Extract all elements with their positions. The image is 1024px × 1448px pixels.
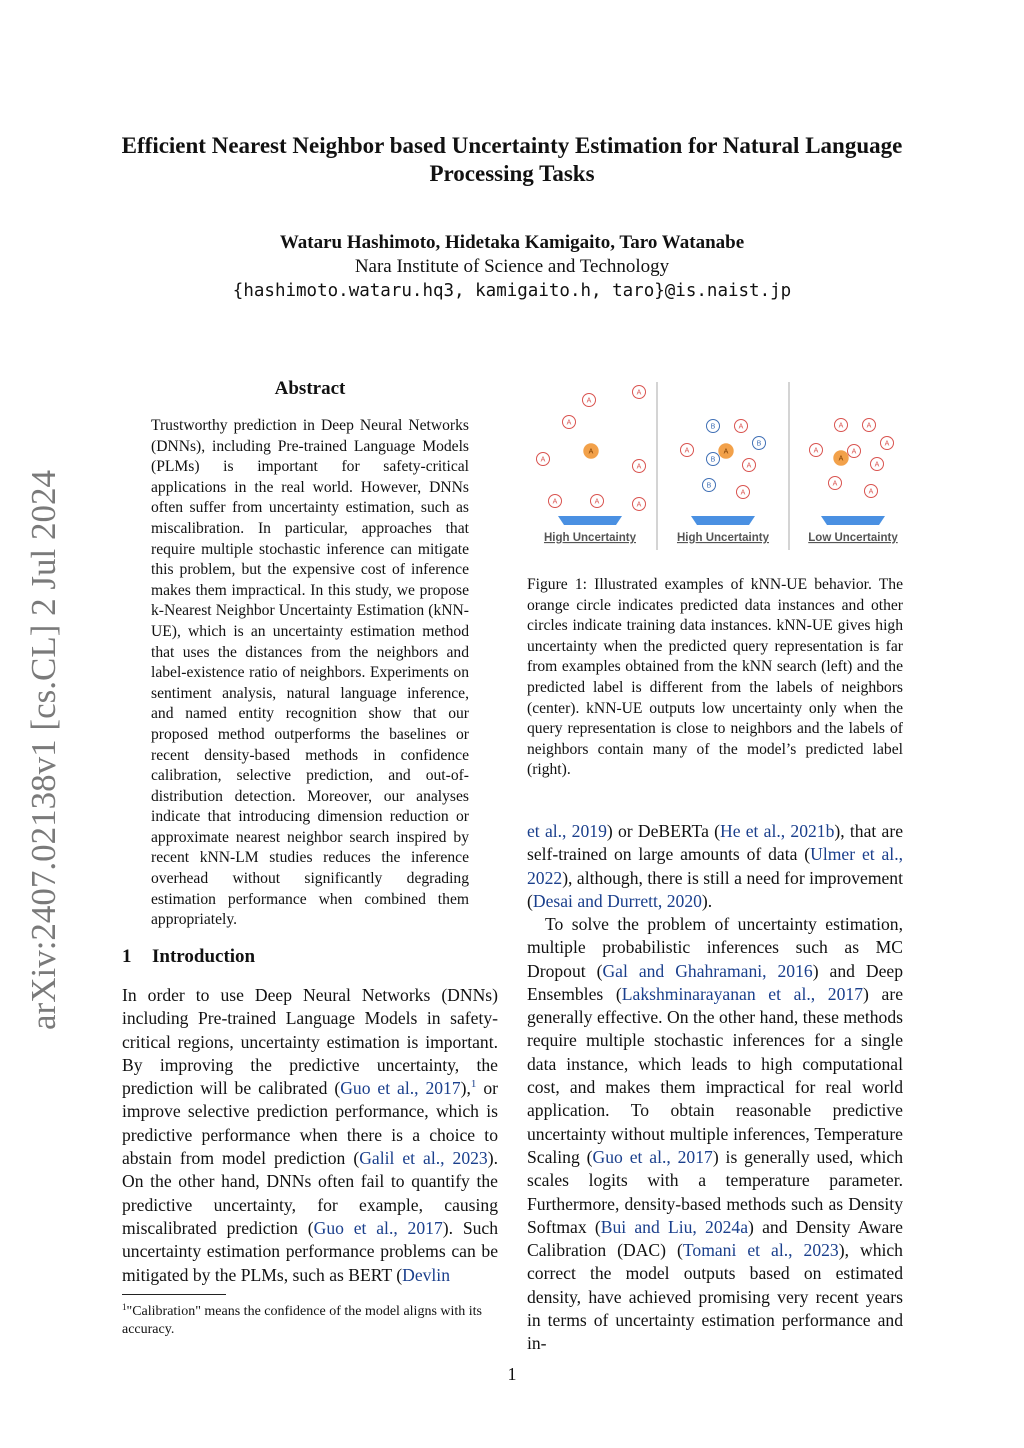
node-class-label: B	[706, 482, 712, 490]
citation-link[interactable]: Gal and Ghahramani, 2016	[602, 960, 813, 981]
node-class-label: A	[884, 440, 890, 448]
figure-1	[527, 378, 905, 558]
node-class-label: A	[746, 462, 752, 470]
body-text: ), which correct the model outputs based on estimated density, have achieved promising very recent years in terms of uncertainty estimation performance and in-	[527, 1240, 903, 1354]
citation-link[interactable]: Guo et al., 2017	[592, 1146, 713, 1167]
uncertainty-label: High Uncertainty	[543, 532, 637, 544]
node-class-label: B	[710, 423, 716, 431]
body-text: ) and Deep Ensembles (	[527, 960, 904, 1004]
citation-link[interactable]: Tomani et al., 2023	[682, 1240, 839, 1261]
node-class-label: A	[586, 397, 592, 405]
node-class-label: A	[636, 463, 642, 471]
section-heading	[122, 946, 255, 968]
section-title: Introduction	[152, 946, 256, 967]
body-text: ), that are self-trained on large amounts of data (	[527, 821, 904, 865]
footnote-divider	[122, 1294, 226, 1295]
node-class-label: A	[838, 422, 844, 430]
body-text: ) is generally used, which scales logits with a temperature parameter. Furthermore, density-based methods such as Density Softmax (	[527, 1146, 904, 1237]
node-class-label: A	[838, 455, 844, 463]
right-column-paragraph-1	[527, 820, 903, 913]
body-text: ).	[701, 890, 713, 911]
citation-link[interactable]: Guo et al., 2017	[340, 1078, 461, 1099]
citation-link[interactable]: Devlin	[402, 1264, 450, 1285]
body-text: To solve the problem of uncertainty estimation, multiple probabilistic inferences such as MC Dropout (	[527, 914, 903, 981]
body-text: ), although, there is still a need for improvement (	[527, 867, 903, 911]
page-number: 1	[507, 1364, 517, 1384]
body-text: ) or DeBERTa (	[606, 821, 720, 841]
down-arrow-icon	[691, 516, 755, 525]
node-class-label: B	[710, 456, 716, 464]
node-class-label: A	[813, 447, 819, 455]
body-text: ) are generally effective. On the other hand, these methods require multiple stochastic inferences for a single data instance, which leads to high computational cost, and makes them impractical for real world application. To obtain reasonable predictive uncertainty without multiple inferences, Temperature Scaling (	[527, 983, 904, 1167]
node-class-label: B	[756, 440, 762, 448]
intro-text: ). Such uncertainty estimation performance problems can be mitigated by the PLMs, such as BERT (	[122, 1217, 499, 1285]
node-class-label: A	[738, 423, 744, 431]
intro-paragraph	[122, 984, 498, 1287]
node-class-label: A	[851, 448, 857, 456]
footnote-marker[interactable]: 1	[470, 1078, 477, 1091]
intro-text: In order to use Deep Neural Networks (DNNs) including Pre-trained Language Models in safety-critical regions, uncertainty estimation is important. By improving the predictive uncertainty, the prediction will be calibrated (	[122, 985, 498, 1099]
node-class-label: A	[874, 461, 880, 469]
node-class-label: A	[636, 389, 642, 397]
citation-link[interactable]: Guo et al., 2017	[313, 1217, 443, 1238]
uncertainty-label: Low Uncertainty	[808, 532, 898, 544]
figure-caption: Figure 1: Illustrated examples of kNN-UE behavior. The orange circle indicates predicted data instances and other circles indicate training data instances. kNN-UE gives high uncertainty when the predicted query representation is far from examples obtained from the kNN search (left) and the predicted label is different from the labels of neighbors (center). kNN-UE outputs low uncertainty only when the query representation is close to neighbors and the labels of neighbors contain many of the model’s predicted label (right).	[527, 576, 903, 779]
down-arrow-icon	[558, 516, 622, 525]
citation-link[interactable]: Galil et al., 2023	[359, 1148, 488, 1169]
body-text: ) and Density Aware Calibration (DAC) (	[527, 1216, 903, 1261]
uncertainty-label: High Uncertainty	[676, 532, 770, 544]
section-number: 1	[122, 946, 132, 967]
intro-text: or improve selective prediction performance, which is predictive performance when there is a choice to abstain from model prediction (	[122, 1078, 498, 1169]
right-column-paragraph-2	[527, 913, 903, 1356]
node-class-label: A	[588, 448, 594, 456]
abstract-heading: Abstract	[274, 378, 346, 399]
node-class-label: A	[740, 489, 746, 497]
down-arrow-icon	[821, 516, 885, 525]
footnote-number: 1	[122, 1302, 127, 1312]
node-class-label: A	[552, 498, 558, 506]
node-class-label: A	[723, 448, 729, 456]
author-list: Wataru Hashimoto, Hidetaka Kamigaito, Taro Watanabe	[279, 232, 745, 253]
affiliation: Nara Institute of Science and Technology	[354, 256, 670, 277]
abstract-text: Trustworthy prediction in Deep Neural Networks (DNNs), including Pre-trained Language Models (PLMs) is important for safety-critical applications in the real world. However, DNNs often suffer from uncertainty estimation, such as miscalibration. In particular, approaches that require multiple stochastic inference can mitigate this problem, but the expensive cost of inference makes them impractical. In this study, we propose k-Nearest Neighbor Uncertainty Estimation (kNN-UE), which is an uncertainty estimation method that uses the distances from the neighbors and label-existence ratio of neighbors. Experiments on sentiment analysis, natural language inference, and named entity recognition show that our proposed method outperforms the baselines or recent density-based methods in confidence calibration, selective prediction, and out-of-distribution detection. Moreover, our analyses indicate that introducing dimension reduction or approximate nearest neighbor search inspired by recent kNN-LM studies reduces the inference overhead without significantly degrading estimation performance when combined them appropriately.	[151, 417, 469, 929]
arxiv-identifier: arXiv:2407.02138v1 [cs.CL] 2 Jul 2024	[24, 470, 63, 1030]
footnote-text: "Calibration" means the confidence of the model aligns with its accuracy.	[122, 1304, 483, 1337]
node-class-label: A	[868, 488, 874, 496]
citation-link[interactable]: He et al., 2021b	[719, 821, 835, 841]
citation-link[interactable]: et al., 2019	[527, 821, 607, 841]
citation-link[interactable]: Bui and Liu, 2024a	[600, 1216, 749, 1237]
node-class-label: A	[684, 447, 690, 455]
node-class-label: A	[866, 422, 872, 430]
node-class-label: A	[832, 480, 838, 488]
paper-title: Efficient Nearest Neighbor based Uncertainty Estimation for Natural Language Processing Tasks	[121, 133, 903, 186]
footnote	[122, 1298, 498, 1339]
intro-text: ),	[460, 1078, 471, 1099]
node-class-label: A	[566, 419, 572, 427]
citation-link[interactable]: Desai and Durrett, 2020	[532, 890, 702, 911]
node-class-label: A	[594, 498, 600, 506]
node-class-label: A	[540, 456, 546, 464]
node-class-label: A	[636, 501, 642, 509]
author-emails: {hashimoto.wataru.hq3, kamigaito.h, taro}@is.naist.jp	[232, 281, 792, 301]
intro-text: ). On the other hand, DNNs often fail to quantify the predictive uncertainty, for example, causing miscalibrated prediction (	[122, 1148, 498, 1238]
citation-link[interactable]: Lakshminarayanan et al., 2017	[621, 983, 863, 1004]
citation-link[interactable]: Ulmer et al., 2022	[527, 844, 903, 888]
